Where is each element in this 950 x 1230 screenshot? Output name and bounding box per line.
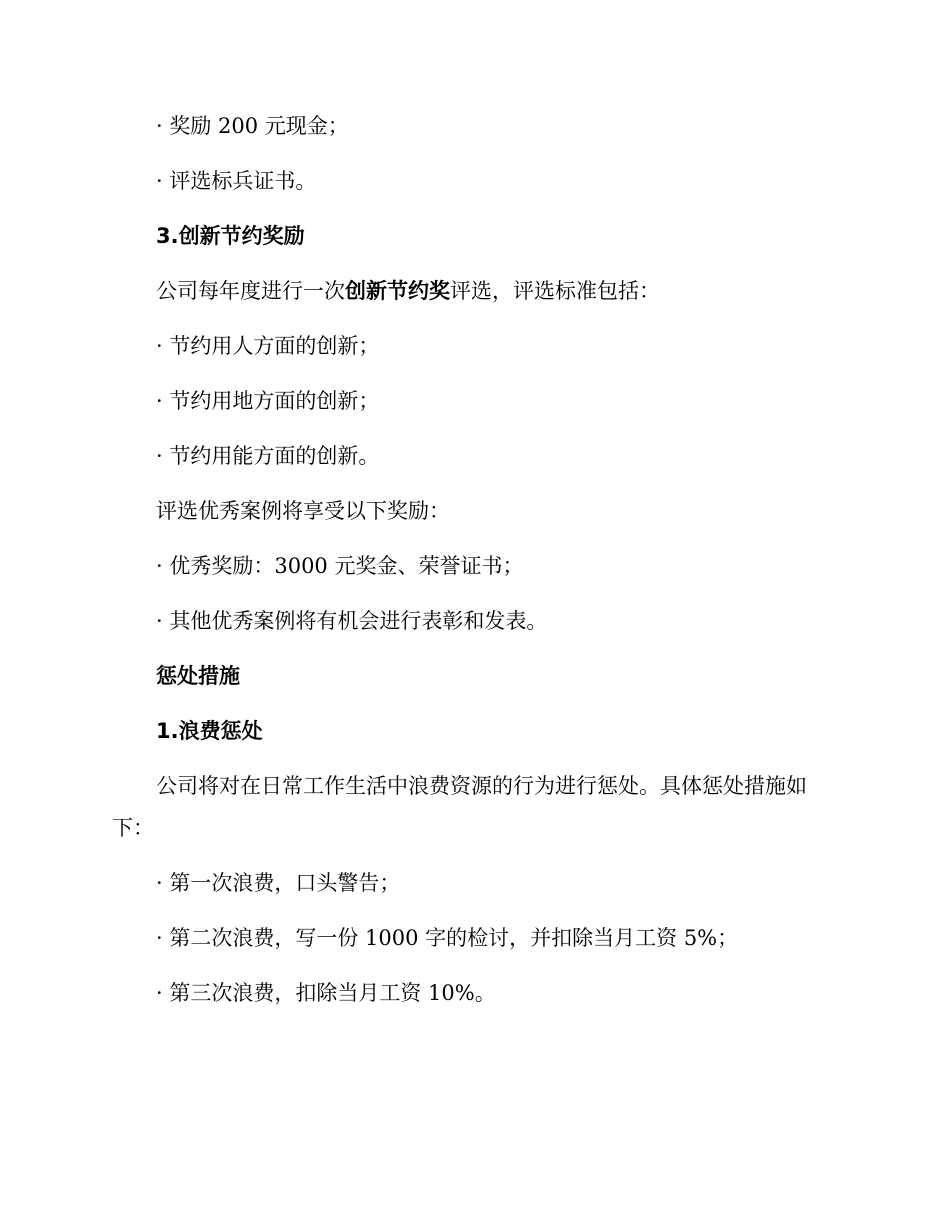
bullet-save-land: · 节约用地方面的创新； — [156, 389, 380, 413]
paragraph-text-before: 公司每年度进行一次 — [156, 279, 345, 303]
bullet-certificate: · 评选标兵证书。 — [156, 169, 317, 193]
section-heading-penalty: 惩处措施 — [156, 664, 240, 688]
bullet-other-cases: · 其他优秀案例将有机会进行表彰和发表。 — [156, 609, 548, 633]
paragraph-annual-selection — [156, 277, 660, 305]
paragraph-rewards-intro: 评选优秀案例将享受以下奖励： — [156, 499, 450, 523]
section-heading-innovation: 3.创新节约奖励 — [156, 224, 305, 248]
bullet-save-people: · 节约用人方面的创新； — [156, 334, 380, 358]
bullet-second-waste: · 第二次浪费，写一份 1000 字的检讨，并扣除当月工资 5%； — [156, 926, 739, 950]
paragraph-bold-award-name: 创新节约奖 — [345, 279, 450, 303]
bullet-third-waste: · 第三次浪费，扣除当月工资 10%。 — [156, 981, 496, 1005]
paragraph-penalty-line2: 下： — [112, 816, 154, 840]
subsection-heading-waste: 1.浪费惩处 — [156, 719, 263, 743]
bullet-cash-reward: · 奖励 200 元现金； — [156, 114, 349, 138]
bullet-save-energy: · 节约用能方面的创新。 — [156, 444, 380, 468]
paragraph-text-after: 评选，评选标准包括： — [450, 279, 660, 303]
bullet-first-waste: · 第一次浪费，口头警告； — [156, 871, 401, 895]
bullet-excellent-reward: · 优秀奖励：3000 元奖金、荣誉证书； — [156, 554, 524, 578]
paragraph-penalty-line1: 公司将对在日常工作生活中浪费资源的行为进行惩处。具体惩处措施如 — [156, 774, 807, 798]
